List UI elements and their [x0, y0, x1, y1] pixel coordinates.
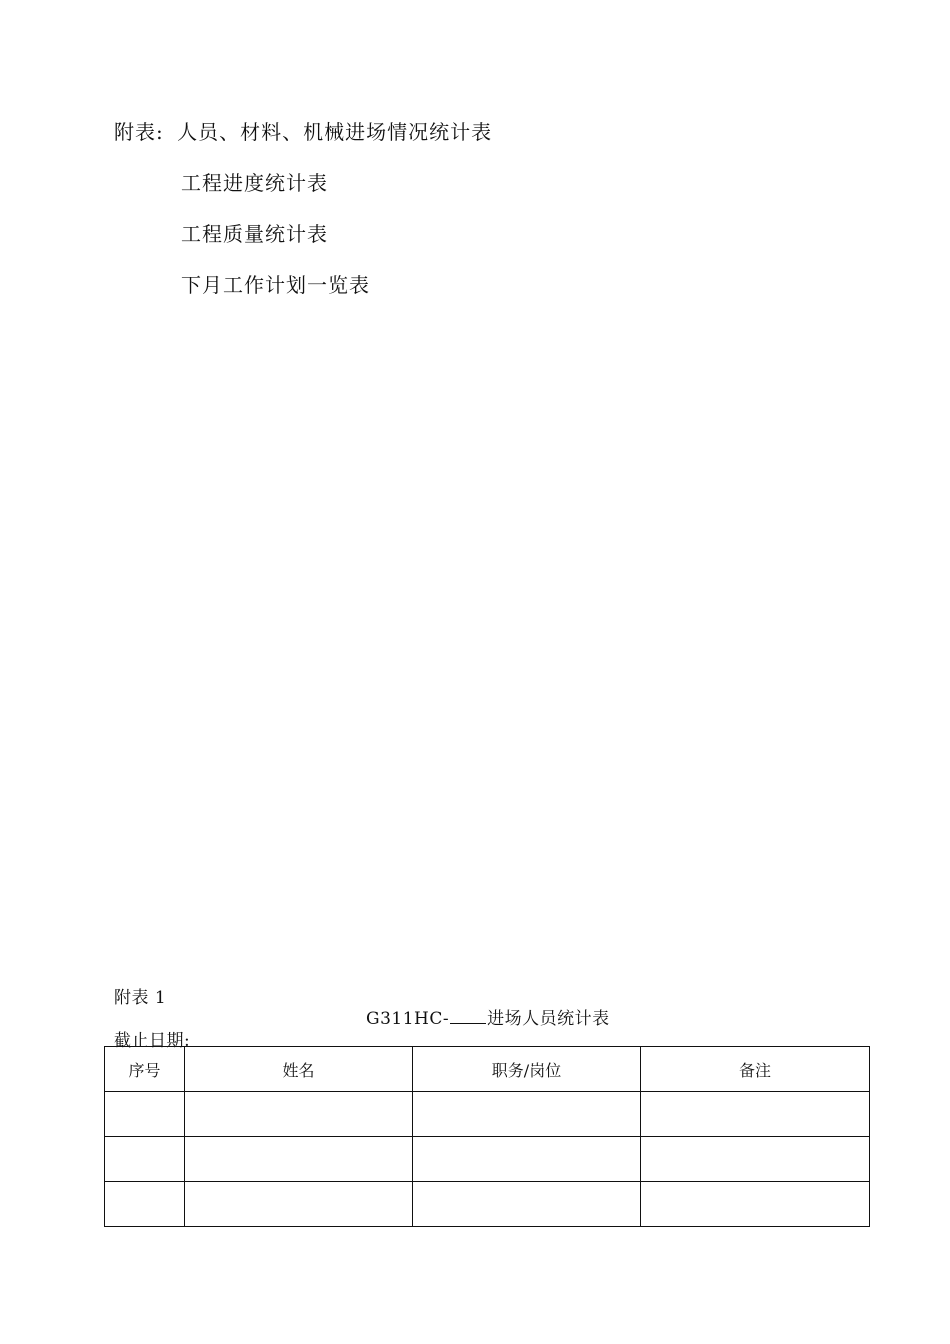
- appendix-item-3: 工程质量统计表: [181, 222, 328, 246]
- table-cell: [185, 1092, 413, 1137]
- title-blank-field: [450, 1009, 486, 1024]
- table-cell: [185, 1182, 413, 1227]
- table-row: [105, 1092, 870, 1137]
- appendix-item-2: 工程进度统计表: [181, 171, 328, 195]
- table-cell: [413, 1092, 641, 1137]
- table-title-suffix: 进场人员统计表: [487, 1009, 610, 1029]
- personnel-table: [104, 1046, 870, 1227]
- appendix-item-4: 下月工作计划一览表: [181, 273, 370, 297]
- table-cell: [641, 1092, 870, 1137]
- table-row: [105, 1137, 870, 1182]
- header-index: 序号: [105, 1047, 185, 1092]
- table-cell: [641, 1137, 870, 1182]
- header-remarks: 备注: [641, 1047, 870, 1092]
- appendix-item-1: 人员、材料、机械进场情况统计表: [177, 120, 493, 144]
- table-label: 附表 1: [114, 988, 167, 1008]
- table-cell: [185, 1137, 413, 1182]
- header-position: 职务/岗位: [413, 1047, 641, 1092]
- appendix-heading-line: [114, 116, 492, 145]
- appendix-label: 附表:: [114, 120, 164, 144]
- table-cell: [413, 1182, 641, 1227]
- table-cell: [413, 1137, 641, 1182]
- header-name: 姓名: [185, 1047, 413, 1092]
- table-title: [366, 1004, 610, 1029]
- table-cell: [105, 1182, 185, 1227]
- table-row: [105, 1182, 870, 1227]
- date-label: 截止日期:: [114, 1031, 191, 1051]
- table-cell: [105, 1092, 185, 1137]
- table-header-row: [105, 1047, 870, 1092]
- table-title-prefix: G311HC-: [366, 1009, 450, 1029]
- table-cell: [641, 1182, 870, 1227]
- table-cell: [105, 1137, 185, 1182]
